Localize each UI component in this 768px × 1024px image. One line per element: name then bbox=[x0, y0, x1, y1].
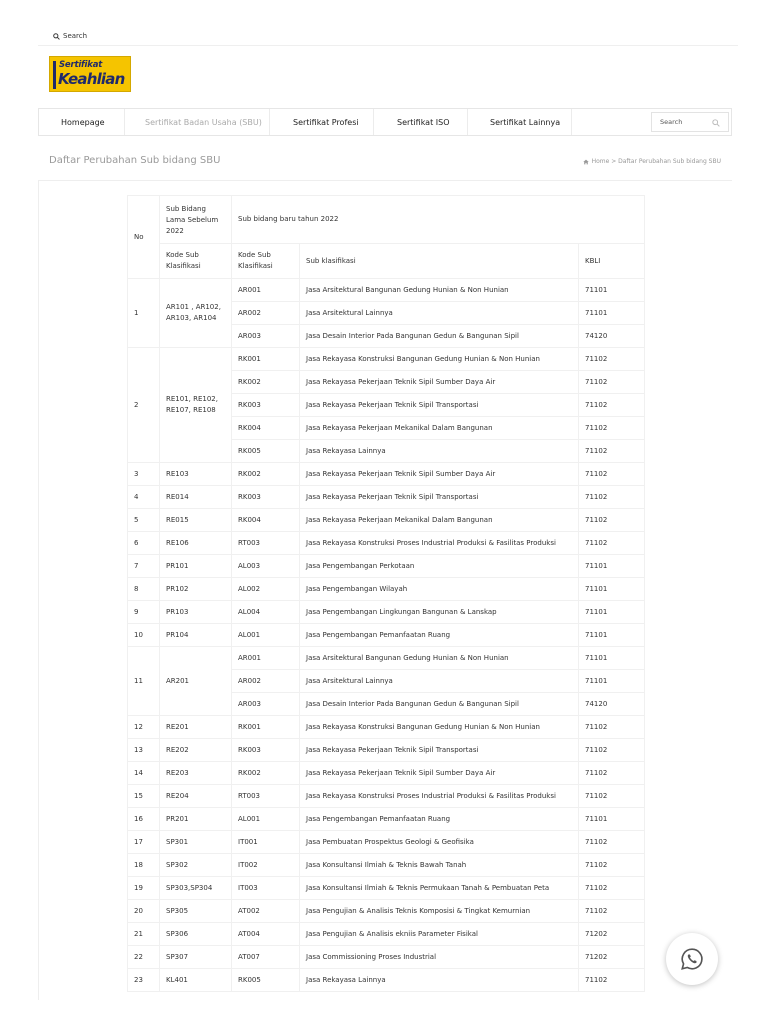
table-row bbox=[128, 808, 645, 831]
cell-new-code: AT002 bbox=[232, 900, 300, 923]
cell-kbli: 71202 bbox=[579, 923, 645, 946]
cell-no: 16 bbox=[128, 808, 160, 831]
cell-sub-klasifikasi: Jasa Pengembangan Pemanfaatan Ruang bbox=[300, 624, 579, 647]
cell-new-code: AL004 bbox=[232, 601, 300, 624]
cell-kbli: 74120 bbox=[579, 325, 645, 348]
cell-kbli: 71102 bbox=[579, 969, 645, 992]
cell-kbli: 71102 bbox=[579, 900, 645, 923]
cell-old-code: SP306 bbox=[160, 923, 232, 946]
cell-old-code: RE014 bbox=[160, 486, 232, 509]
cell-new-code: AR001 bbox=[232, 279, 300, 302]
cell-sub-klasifikasi: Jasa Rekayasa Konstruksi Bangunan Gedung Hunian & Non Hunian bbox=[300, 348, 579, 371]
cell-new-code: RK003 bbox=[232, 394, 300, 417]
cell-kbli: 71101 bbox=[579, 555, 645, 578]
cell-old-code: KL401 bbox=[160, 969, 232, 992]
cell-old-code: PR101 bbox=[160, 555, 232, 578]
cell-kbli: 71101 bbox=[579, 578, 645, 601]
cell-kbli: 71102 bbox=[579, 509, 645, 532]
cell-new-code: RK005 bbox=[232, 440, 300, 463]
nav-separator bbox=[373, 109, 374, 135]
nav-item-iso[interactable]: Sertifikat ISO bbox=[397, 118, 450, 127]
cell-old-code: RE103 bbox=[160, 463, 232, 486]
cell-new-code: AL003 bbox=[232, 555, 300, 578]
cell-sub-klasifikasi: Jasa Konsultansi Ilmiah & Teknis Bawah Tanah bbox=[300, 854, 579, 877]
cell-old-code: SP301 bbox=[160, 831, 232, 854]
cell-old-code: RE203 bbox=[160, 762, 232, 785]
cell-sub-klasifikasi: Jasa Rekayasa Pekerjaan Teknik Sipil Sumber Daya Air bbox=[300, 371, 579, 394]
logo-line-2: Keahlian bbox=[58, 70, 125, 88]
cell-no: 10 bbox=[128, 624, 160, 647]
table-row bbox=[128, 601, 645, 624]
table-row bbox=[128, 762, 645, 785]
cell-new-code: RK005 bbox=[232, 969, 300, 992]
table-header-row bbox=[128, 196, 645, 244]
table-row bbox=[128, 509, 645, 532]
cell-new-code: RT003 bbox=[232, 532, 300, 555]
table-row bbox=[128, 854, 645, 877]
cell-kbli: 71102 bbox=[579, 739, 645, 762]
cell-sub-klasifikasi: Jasa Rekayasa Pekerjaan Teknik Sipil Transportasi bbox=[300, 394, 579, 417]
cell-sub-klasifikasi: Jasa Arsitektural Bangunan Gedung Hunian & Non Hunian bbox=[300, 647, 579, 670]
cell-no: 5 bbox=[128, 509, 160, 532]
cell-sub-klasifikasi: Jasa Pengembangan Wilayah bbox=[300, 578, 579, 601]
nav-search-input[interactable] bbox=[652, 113, 714, 131]
cell-sub-klasifikasi: Jasa Desain Interior Pada Bangunan Gedun & Bangunan Sipil bbox=[300, 693, 579, 716]
cell-new-code: AL002 bbox=[232, 578, 300, 601]
cell-old-code: RE202 bbox=[160, 739, 232, 762]
cell-old-code: SP305 bbox=[160, 900, 232, 923]
table-row bbox=[128, 532, 645, 555]
table-row bbox=[128, 900, 645, 923]
main-nav bbox=[38, 108, 732, 136]
cell-kbli: 71102 bbox=[579, 854, 645, 877]
cell-old-code: PR104 bbox=[160, 624, 232, 647]
table-row bbox=[128, 486, 645, 509]
cell-old-code: SP307 bbox=[160, 946, 232, 969]
nav-separator bbox=[269, 109, 270, 135]
cell-new-code: RK004 bbox=[232, 509, 300, 532]
cell-new-code: RK001 bbox=[232, 716, 300, 739]
cell-kbli: 71101 bbox=[579, 670, 645, 693]
logo-line-1: Sertifikat bbox=[59, 60, 103, 70]
search-icon bbox=[53, 33, 60, 40]
cell-sub-klasifikasi: Jasa Arsitektural Lainnya bbox=[300, 302, 579, 325]
cell-kbli: 71102 bbox=[579, 394, 645, 417]
cell-old-code: RE101, RE102, RE107, RE108 bbox=[160, 348, 232, 463]
cell-sub-klasifikasi: Jasa Pengujian & Analisis Teknis Komposisi & Tingkat Kemurnian bbox=[300, 900, 579, 923]
cell-old-code: PR103 bbox=[160, 601, 232, 624]
cell-sub-klasifikasi: Jasa Pengujian & Analisis ekniis Parameter Fisikal bbox=[300, 923, 579, 946]
cell-kbli: 71102 bbox=[579, 348, 645, 371]
cell-kbli: 71102 bbox=[579, 417, 645, 440]
header-sub-klasifikasi: Sub klasifikasi bbox=[300, 244, 579, 279]
nav-search bbox=[651, 112, 729, 132]
divider bbox=[38, 180, 732, 181]
cell-new-code: RK002 bbox=[232, 463, 300, 486]
cell-new-code: AR002 bbox=[232, 302, 300, 325]
cell-no: 15 bbox=[128, 785, 160, 808]
cell-new-code: IT002 bbox=[232, 854, 300, 877]
cell-kbli: 71101 bbox=[579, 302, 645, 325]
cell-no: 1 bbox=[128, 279, 160, 348]
table-row bbox=[128, 785, 645, 808]
table-header-row bbox=[128, 244, 645, 279]
cell-new-code: RK002 bbox=[232, 762, 300, 785]
table-row bbox=[128, 463, 645, 486]
cell-no: 6 bbox=[128, 532, 160, 555]
sub-bidang-table bbox=[127, 195, 645, 992]
cell-no: 11 bbox=[128, 647, 160, 716]
cell-no: 17 bbox=[128, 831, 160, 854]
cell-kbli: 71102 bbox=[579, 486, 645, 509]
cell-no: 18 bbox=[128, 854, 160, 877]
table-row bbox=[128, 716, 645, 739]
header-no: No bbox=[128, 196, 160, 279]
nav-separator bbox=[124, 109, 125, 135]
cell-kbli: 74120 bbox=[579, 693, 645, 716]
table-row bbox=[128, 348, 645, 371]
cell-old-code: RE015 bbox=[160, 509, 232, 532]
cell-no: 9 bbox=[128, 601, 160, 624]
cell-sub-klasifikasi: Jasa Rekayasa Lainnya bbox=[300, 969, 579, 992]
cell-sub-klasifikasi: Jasa Arsitektural Bangunan Gedung Hunian & Non Hunian bbox=[300, 279, 579, 302]
cell-kbli: 71102 bbox=[579, 785, 645, 808]
cell-kbli: 71102 bbox=[579, 532, 645, 555]
header-new-code: Kode Sub Klasifikasi bbox=[232, 244, 300, 279]
table-row bbox=[128, 969, 645, 992]
cell-kbli: 71102 bbox=[579, 463, 645, 486]
nav-item-sbu[interactable]: Sertifikat Badan Usaha (SBU) bbox=[145, 118, 262, 127]
cell-new-code: AL001 bbox=[232, 808, 300, 831]
cell-kbli: 71102 bbox=[579, 877, 645, 900]
cell-kbli: 71102 bbox=[579, 440, 645, 463]
cell-no: 14 bbox=[128, 762, 160, 785]
content-border bbox=[38, 180, 39, 1000]
top-bar bbox=[0, 28, 768, 46]
breadcrumb bbox=[583, 158, 721, 165]
cell-new-code: AR003 bbox=[232, 325, 300, 348]
cell-sub-klasifikasi: Jasa Rekayasa Pekerjaan Teknik Sipil Sumber Daya Air bbox=[300, 762, 579, 785]
cell-new-code: RT003 bbox=[232, 785, 300, 808]
table-row bbox=[128, 923, 645, 946]
cell-new-code: RK001 bbox=[232, 348, 300, 371]
cell-kbli: 71202 bbox=[579, 946, 645, 969]
site-logo[interactable] bbox=[49, 56, 131, 92]
cell-sub-klasifikasi: Jasa Commissioning Proses Industrial bbox=[300, 946, 579, 969]
whatsapp-button[interactable] bbox=[666, 933, 718, 985]
cell-sub-klasifikasi: Jasa Rekayasa Pekerjaan Mekanikal Dalam Bangunan bbox=[300, 509, 579, 532]
table-row bbox=[128, 647, 645, 670]
cell-sub-klasifikasi: Jasa Pengembangan Perkotaan bbox=[300, 555, 579, 578]
cell-new-code: AT004 bbox=[232, 923, 300, 946]
nav-separator bbox=[571, 109, 572, 135]
cell-sub-klasifikasi: Jasa Rekayasa Konstruksi Proses Industrial Produksi & Fasilitas Produksi bbox=[300, 532, 579, 555]
table-row bbox=[128, 578, 645, 601]
cell-sub-klasifikasi: Jasa Konsultansi Ilmiah & Teknis Permukaan Tanah & Pembuatan Peta bbox=[300, 877, 579, 900]
cell-sub-klasifikasi: Jasa Rekayasa Pekerjaan Teknik Sipil Sumber Daya Air bbox=[300, 463, 579, 486]
cell-old-code: PR102 bbox=[160, 578, 232, 601]
nav-item-homepage[interactable]: Homepage bbox=[61, 118, 105, 127]
cell-no: 2 bbox=[128, 348, 160, 463]
header-old-group: Sub Bidang Lama Sebelum 2022 bbox=[160, 196, 232, 244]
top-search-label: Search bbox=[63, 32, 88, 40]
cell-sub-klasifikasi: Jasa Arsitektural Lainnya bbox=[300, 670, 579, 693]
cell-new-code: AR001 bbox=[232, 647, 300, 670]
cell-sub-klasifikasi: Jasa Desain Interior Pada Bangunan Gedun & Bangunan Sipil bbox=[300, 325, 579, 348]
cell-new-code: RK003 bbox=[232, 486, 300, 509]
header-old-code: Kode Sub Klasifikasi bbox=[160, 244, 232, 279]
cell-no: 4 bbox=[128, 486, 160, 509]
cell-no: 12 bbox=[128, 716, 160, 739]
header-new-group: Sub bidang baru tahun 2022 bbox=[232, 196, 645, 244]
cell-sub-klasifikasi: Jasa Rekayasa Lainnya bbox=[300, 440, 579, 463]
search-icon[interactable] bbox=[712, 119, 720, 127]
cell-new-code: IT001 bbox=[232, 831, 300, 854]
cell-kbli: 71102 bbox=[579, 762, 645, 785]
cell-new-code: AR003 bbox=[232, 693, 300, 716]
cell-old-code: SP302 bbox=[160, 854, 232, 877]
table-row bbox=[128, 877, 645, 900]
cell-new-code: RK003 bbox=[232, 739, 300, 762]
cell-old-code: SP303,SP304 bbox=[160, 877, 232, 900]
table-row bbox=[128, 946, 645, 969]
page-title: Daftar Perubahan Sub bidang SBU bbox=[49, 155, 221, 166]
cell-no: 13 bbox=[128, 739, 160, 762]
cell-old-code: AR101 , AR102, AR103, AR104 bbox=[160, 279, 232, 348]
cell-old-code: RE201 bbox=[160, 716, 232, 739]
cell-kbli: 71101 bbox=[579, 601, 645, 624]
cell-sub-klasifikasi: Jasa Pembuatan Prospektus Geologi & Geofisika bbox=[300, 831, 579, 854]
cell-old-code: AR201 bbox=[160, 647, 232, 716]
cell-sub-klasifikasi: Jasa Rekayasa Pekerjaan Mekanikal Dalam Bangunan bbox=[300, 417, 579, 440]
nav-separator bbox=[467, 109, 468, 135]
header-kbli: KBLI bbox=[579, 244, 645, 279]
cell-sub-klasifikasi: Jasa Rekayasa Pekerjaan Teknik Sipil Transportasi bbox=[300, 486, 579, 509]
top-search-link[interactable] bbox=[53, 32, 87, 40]
cell-new-code: AT007 bbox=[232, 946, 300, 969]
whatsapp-icon bbox=[679, 946, 705, 972]
logo-bar bbox=[53, 61, 56, 89]
cell-no: 7 bbox=[128, 555, 160, 578]
page-header bbox=[49, 155, 721, 171]
nav-item-lainnya[interactable]: Sertifikat Lainnya bbox=[490, 118, 561, 127]
cell-kbli: 71102 bbox=[579, 831, 645, 854]
cell-old-code: RE106 bbox=[160, 532, 232, 555]
cell-new-code: AL001 bbox=[232, 624, 300, 647]
table-row bbox=[128, 555, 645, 578]
cell-old-code: RE204 bbox=[160, 785, 232, 808]
cell-no: 23 bbox=[128, 969, 160, 992]
cell-old-code: PR201 bbox=[160, 808, 232, 831]
cell-no: 20 bbox=[128, 900, 160, 923]
cell-new-code: RK004 bbox=[232, 417, 300, 440]
divider bbox=[38, 45, 738, 46]
cell-sub-klasifikasi: Jasa Pengembangan Lingkungan Bangunan & Lanskap bbox=[300, 601, 579, 624]
table-row bbox=[128, 279, 645, 302]
cell-kbli: 71101 bbox=[579, 279, 645, 302]
cell-kbli: 71101 bbox=[579, 808, 645, 831]
breadcrumb-text[interactable]: Home > Daftar Perubahan Sub bidang SBU bbox=[591, 158, 721, 165]
cell-sub-klasifikasi: Jasa Rekayasa Konstruksi Proses Industrial Produksi & Fasilitas Produksi bbox=[300, 785, 579, 808]
cell-new-code: RK002 bbox=[232, 371, 300, 394]
home-icon[interactable] bbox=[583, 159, 589, 165]
table-row bbox=[128, 624, 645, 647]
cell-kbli: 71101 bbox=[579, 624, 645, 647]
table-row bbox=[128, 739, 645, 762]
cell-no: 19 bbox=[128, 877, 160, 900]
cell-new-code: AR002 bbox=[232, 670, 300, 693]
cell-new-code: IT003 bbox=[232, 877, 300, 900]
cell-no: 8 bbox=[128, 578, 160, 601]
cell-sub-klasifikasi: Jasa Rekayasa Pekerjaan Teknik Sipil Transportasi bbox=[300, 739, 579, 762]
cell-sub-klasifikasi: Jasa Rekayasa Konstruksi Bangunan Gedung Hunian & Non Hunian bbox=[300, 716, 579, 739]
cell-no: 21 bbox=[128, 923, 160, 946]
nav-item-profesi[interactable]: Sertifikat Profesi bbox=[293, 118, 359, 127]
cell-sub-klasifikasi: Jasa Pengembangan Pemanfaatan Ruang bbox=[300, 808, 579, 831]
table-row bbox=[128, 831, 645, 854]
cell-no: 3 bbox=[128, 463, 160, 486]
cell-kbli: 71102 bbox=[579, 371, 645, 394]
cell-kbli: 71101 bbox=[579, 647, 645, 670]
cell-kbli: 71102 bbox=[579, 716, 645, 739]
cell-no: 22 bbox=[128, 946, 160, 969]
